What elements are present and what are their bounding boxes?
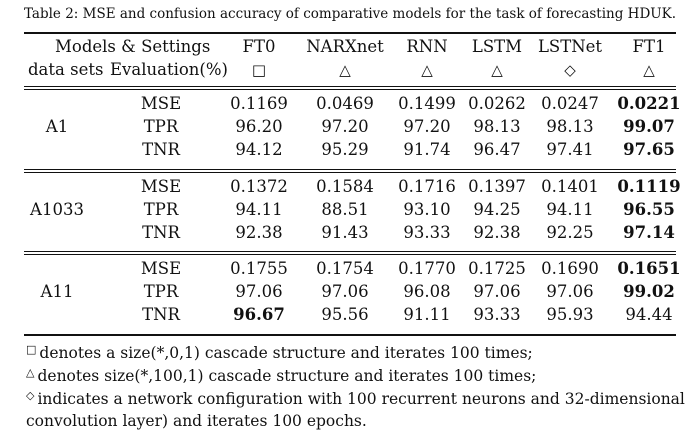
- table-cell: 97.20: [321, 117, 369, 136]
- dataset-label: A1033: [30, 200, 84, 219]
- table-cell: 95.56: [321, 305, 369, 324]
- table-cell: 97.06: [473, 282, 521, 301]
- table-cell: 95.29: [321, 140, 369, 159]
- table-cell: 93.33: [473, 305, 521, 324]
- model-name-header: LSTNet: [537, 37, 603, 56]
- table-cell: 0.1119: [617, 177, 681, 196]
- table-cell: 0.1397: [468, 177, 526, 196]
- table-cell: 0.0262: [468, 94, 526, 113]
- table-cell: 0.1755: [230, 259, 288, 278]
- table-cell: 96.67: [233, 305, 285, 324]
- group-separator-2a: [24, 251, 676, 252]
- table-cell: 91.43: [321, 223, 369, 242]
- header-double-rule-1: [24, 86, 676, 87]
- header-data-sets: data sets: [28, 60, 104, 79]
- table-cell: 0.1401: [541, 177, 599, 196]
- table-cell: 97.65: [623, 140, 675, 159]
- metric-label: MSE: [140, 94, 182, 113]
- triangle-symbol-icon: △: [26, 366, 35, 379]
- table-cell: 91.74: [403, 140, 451, 159]
- table-cell: 94.12: [235, 140, 283, 159]
- model-name-header: FT1: [632, 37, 666, 56]
- table-cell: 98.13: [473, 117, 521, 136]
- table-cell: 0.0221: [617, 94, 681, 113]
- table-cell: 93.10: [403, 200, 451, 219]
- table-cell: 96.20: [235, 117, 283, 136]
- top-rule: [24, 32, 676, 34]
- table-cell: 98.13: [546, 117, 594, 136]
- metric-label: MSE: [140, 177, 182, 196]
- table-cell: 97.41: [546, 140, 594, 159]
- table-cell: 97.06: [235, 282, 283, 301]
- table-cell: 0.1584: [316, 177, 374, 196]
- table-cell: 95.93: [546, 305, 594, 324]
- table-cell: 96.08: [403, 282, 451, 301]
- table-cell: 97.06: [546, 282, 594, 301]
- triangle-symbol-icon: △: [643, 61, 655, 79]
- table-cell: 96.55: [623, 200, 675, 219]
- metric-label: TPR: [143, 200, 179, 219]
- triangle-symbol-icon: △: [491, 61, 503, 79]
- diamond-symbol-icon: ◇: [564, 61, 576, 79]
- metric-label: TPR: [143, 117, 179, 136]
- table-cell: 91.11: [403, 305, 451, 324]
- triangle-symbol-icon: △: [339, 61, 351, 79]
- table-cell: 0.1169: [230, 94, 288, 113]
- table-cell: 0.1770: [398, 259, 456, 278]
- table-cell: 0.1754: [316, 259, 374, 278]
- table-cell: 97.20: [403, 117, 451, 136]
- table-cell: 0.0469: [316, 94, 374, 113]
- table-cell: 88.51: [321, 200, 369, 219]
- table-cell: 0.1690: [541, 259, 599, 278]
- model-name-header: LSTM: [471, 37, 523, 56]
- table-cell: 99.07: [623, 117, 675, 136]
- table-cell: 0.1499: [398, 94, 456, 113]
- header-models-settings: Models & Settings: [55, 37, 211, 56]
- table-cell: 0.1372: [230, 177, 288, 196]
- table-cell: 99.02: [623, 282, 675, 301]
- triangle-symbol-icon: △: [421, 61, 433, 79]
- metric-label: TPR: [143, 282, 179, 301]
- table-cell: 92.38: [473, 223, 521, 242]
- note-text: indicates a network configuration with 100 recurrent neurons and 32-dimensional: [37, 390, 685, 408]
- table-cell: 0.1725: [468, 259, 526, 278]
- note-triangle: [26, 366, 536, 385]
- table-caption: Table 2: MSE and confusion accuracy of comparative models for the task of forecasting HDUK.: [23, 6, 677, 22]
- note-square: [26, 343, 533, 362]
- metric-label: TNR: [142, 223, 180, 242]
- square-symbol-icon: □: [26, 343, 37, 356]
- metric-label: MSE: [140, 259, 182, 278]
- note-continuation: [26, 412, 367, 430]
- dataset-label: A11: [40, 282, 74, 301]
- table-cell: 94.11: [235, 200, 283, 219]
- table-cell: 92.25: [546, 223, 594, 242]
- square-symbol-icon: □: [251, 61, 267, 79]
- note-text: denotes a size(*,0,1) cascade structure and iterates 100 times;: [39, 344, 533, 362]
- model-name-header: FT0: [242, 37, 276, 56]
- table-cell: 94.44: [625, 305, 673, 324]
- group-separator-2b: [24, 254, 676, 255]
- table-cell: 92.38: [235, 223, 283, 242]
- note-text: denotes size(*,100,1) cascade structure and iterates 100 times;: [37, 367, 537, 385]
- table-cell: 96.47: [473, 140, 521, 159]
- table-cell: 0.1651: [617, 259, 681, 278]
- table-cell: 93.33: [403, 223, 451, 242]
- header-evaluation: Evaluation(%): [110, 60, 228, 79]
- metric-label: TNR: [142, 140, 180, 159]
- group-separator-1a: [24, 169, 676, 170]
- table-cell: 97.06: [321, 282, 369, 301]
- table-cell: 97.14: [623, 223, 675, 242]
- table-cell: 94.25: [473, 200, 521, 219]
- table-cell: 0.0247: [541, 94, 599, 113]
- table-cell: 0.1716: [398, 177, 456, 196]
- bottom-rule: [24, 334, 676, 336]
- note-text: convolution layer) and iterates 100 epochs.: [26, 412, 367, 430]
- diamond-symbol-icon: ◇: [26, 389, 35, 402]
- table-cell: 94.11: [546, 200, 594, 219]
- dataset-label: A1: [45, 117, 69, 136]
- note-diamond: [26, 389, 685, 408]
- group-separator-1b: [24, 172, 676, 173]
- model-name-header: RNN: [406, 37, 448, 56]
- metric-label: TNR: [142, 305, 180, 324]
- model-name-header: NARXnet: [306, 37, 384, 56]
- header-double-rule-2: [24, 89, 676, 90]
